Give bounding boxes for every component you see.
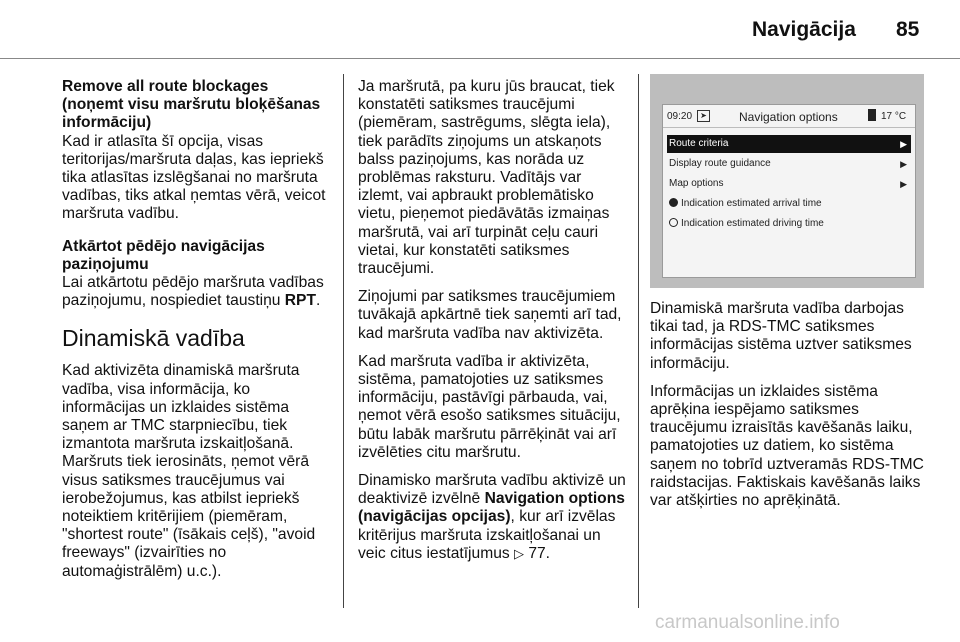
menu-item-map-options[interactable] bbox=[667, 175, 911, 193]
menu-item-arrival-time[interactable] bbox=[667, 195, 911, 213]
column-middle bbox=[358, 78, 626, 574]
key-name-rpt: RPT bbox=[284, 292, 316, 310]
section-heading-repeat-announcement: Atkārtot pēdējo navigācijas paziņojumu bbox=[62, 237, 265, 273]
screen-title: Navigation options bbox=[739, 110, 838, 124]
display-screen bbox=[662, 104, 916, 278]
watermark: carmanualsonline.info bbox=[655, 612, 840, 633]
page-reference: 77. bbox=[524, 544, 551, 562]
paragraph-traffic-problems: Ja maršrutā, pa kuru jūs braucat, tiek konstatēti satiksmes traucējumi (piemēram, sastrēgums, slēgta iela), tiek parādīts ziņojums un atskaņots balss paziņojums, kas norāda uz problēmas raksturu. Vadītājs var izlemt, vai apbraukt problemātisko vietu, pieņemot piedāvātās izmaiņas maršrutā, vai arī turpināt ceļu cauri vietai, kur konstatēti satiksmes traucējumi. bbox=[358, 78, 615, 278]
section-title-dynamic-guidance: Dinamiskā vadība bbox=[62, 325, 245, 352]
navigation-options-screen-photo bbox=[650, 74, 924, 288]
chevron-right-icon: ▶ bbox=[900, 139, 907, 149]
text-segment: , kur arī izvēlas kritērijus maršruta izskaitļošanai un veic citus iestatījumus bbox=[358, 508, 616, 562]
text-segment: Lai atkārtotu pēdējo maršruta vadības paziņojumu, nospiediet taustiņu bbox=[62, 274, 324, 310]
menu-item-label: Display route guidance bbox=[669, 158, 771, 169]
menu-item-label: Indication estimated arrival time bbox=[681, 198, 822, 209]
paragraph-delay-calculation: Informācijas un izklaides sistēma aprēķina iespējamo satiksmes traucējumu izraisītās kavēšanās laiku, pamatojoties uz datiem, ko sistēma saņem no tobrīd uztveramās RDS-TMC raidstacijas. Faktiskais kavēšanās laiks var atšķirties no aprēķinātā. bbox=[650, 382, 924, 510]
chevron-right-icon: ▶ bbox=[900, 159, 907, 169]
chevron-right-icon: ▶ bbox=[900, 179, 907, 189]
menu-item-label: Route criteria bbox=[669, 138, 729, 149]
menu-item-route-criteria[interactable] bbox=[667, 135, 911, 153]
paragraph-continuous-check: Kad maršruta vadība ir aktivizēta, sistēma, pamatojoties uz satiksmes informāciju, pastāvīgi pārbauda, vai, ņemot vērā esošo satiksmes situāciju, būtu labāk maršrutu pārrēķināt vai arī izvēlēties citu maršrutu. bbox=[358, 352, 621, 461]
paragraph-activation bbox=[358, 472, 626, 564]
menu-reference-navigation-options: Navigation options (navigācijas opcijas) bbox=[358, 490, 625, 526]
screen-clock: 09:20 bbox=[667, 111, 693, 122]
menu-item-label: Map options bbox=[669, 178, 724, 189]
paragraph-repeat-announcement bbox=[62, 274, 330, 310]
paragraph-rds-tmc: Dinamiskā maršruta vadība darbojas tikai tad, ja RDS-TMC satiksmes informācijas sistēma uztver satiksmes informāciju. bbox=[650, 300, 912, 372]
page-reference-arrow-icon: ▷ bbox=[514, 546, 524, 562]
column-divider-right bbox=[638, 74, 639, 608]
text-segment: Dinamisko maršruta vadību aktivizē un deaktivizē izvēlnē bbox=[358, 472, 626, 508]
screen-temperature: 17 °C bbox=[881, 111, 907, 122]
paragraph-nearby-messages: Ziņojumi par satiksmes traucējumiem tuvākajā apkārtnē tiek saņemti arī tad, kad maršruta vadība nav aktivizēta. bbox=[358, 288, 622, 342]
radio-selected-icon bbox=[669, 198, 678, 207]
temperature-icon bbox=[868, 109, 876, 121]
header-divider bbox=[0, 58, 960, 59]
text-segment: . bbox=[315, 292, 321, 310]
menu-item-driving-time[interactable] bbox=[667, 215, 911, 233]
column-left bbox=[62, 78, 330, 591]
paragraph-dynamic-guidance: Kad aktivizēta dinamiskā maršruta vadība, visa informācija, ko informācijas un izklaides sistēma saņem ar TMC starpniecību, tiek izmantota maršruta izskaitļošanā. Maršruts tiek ierosināts, ņemot vērā visus satiksmes traucējumus vai ierobežojumus, kas atbilst iepriekš noteiktiem kritērijiem (piemēram, "shortest route" (īsākais ceļš), "avoid freeways" (izvairīties no automaģistrālēm) u.c.). bbox=[62, 362, 316, 580]
page-header-title: Navigācija bbox=[752, 18, 856, 41]
page-number: 85 bbox=[896, 18, 920, 41]
navigation-icon: ➤ bbox=[697, 110, 710, 122]
paragraph-remove-blockages: Kad ir atlasīta šī opcija, visas teritorijas/maršruta daļas, kas iepriekš tika atlasītas izslēgšanai no maršruta vadības, tiks atkal ņemtas vērā, veicot maršruta vadību. bbox=[62, 132, 326, 223]
column-right bbox=[650, 300, 924, 520]
menu-item-label: Indication estimated driving time bbox=[681, 218, 824, 229]
column-divider-left bbox=[343, 74, 344, 608]
section-heading-remove-blockages: Remove all route blockages (noņemt visu maršrutu bloķēšanas informāciju) bbox=[62, 78, 321, 132]
screen-status-bar bbox=[663, 105, 915, 128]
radio-unselected-icon bbox=[669, 218, 678, 227]
menu-item-display-route-guidance[interactable] bbox=[667, 155, 911, 173]
